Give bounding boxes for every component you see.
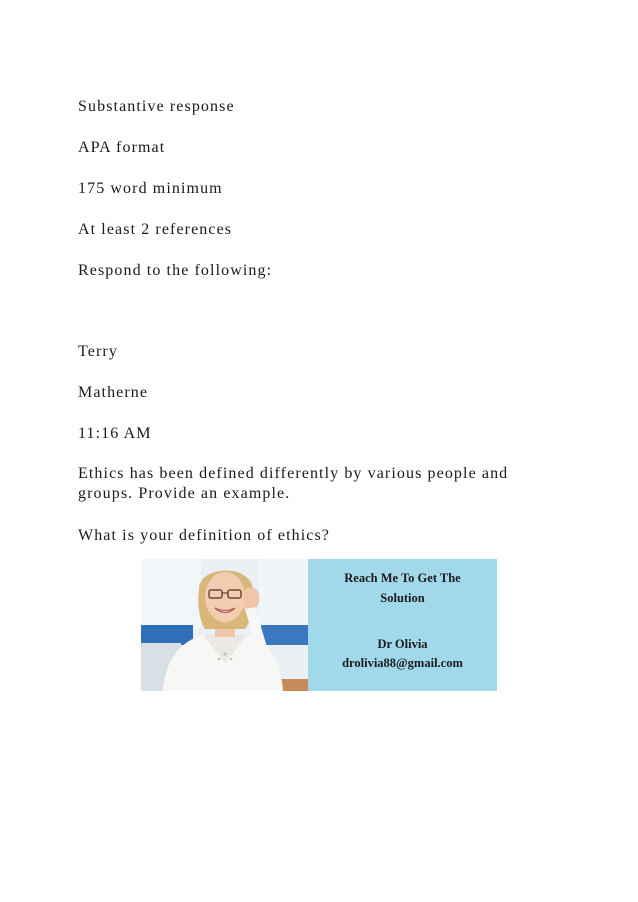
- question-ethics-example: [78, 464, 528, 504]
- respond-instruction: Respond to the following:: [78, 262, 273, 279]
- banner-headline: Reach Me To Get The: [344, 571, 461, 585]
- requirement-word-minimum: 175 word minimum: [78, 180, 223, 197]
- requirement-apa-format: APA format: [78, 139, 166, 156]
- question-line: Ethics has been defined differently by various people and: [78, 465, 509, 482]
- author-last-name: Matherne: [78, 384, 149, 401]
- post-timestamp: 11:16 AM: [78, 425, 152, 442]
- question-line: groups. Provide an example.: [78, 485, 291, 502]
- author-first-name: Terry: [78, 343, 118, 360]
- contact-email[interactable]: drolivia88@gmail.com: [342, 656, 463, 670]
- smiling-woman-with-glasses-photo: [141, 559, 308, 691]
- banner-headline-solution: Solution: [380, 591, 425, 605]
- requirement-substantive-response: Substantive response: [78, 98, 235, 115]
- contact-banner: [141, 559, 497, 691]
- contact-info-panel: [308, 559, 497, 691]
- question-ethics-definition: What is your definition of ethics?: [78, 527, 331, 544]
- requirement-references: At least 2 references: [78, 221, 233, 238]
- contact-name: Dr Olivia: [377, 637, 428, 651]
